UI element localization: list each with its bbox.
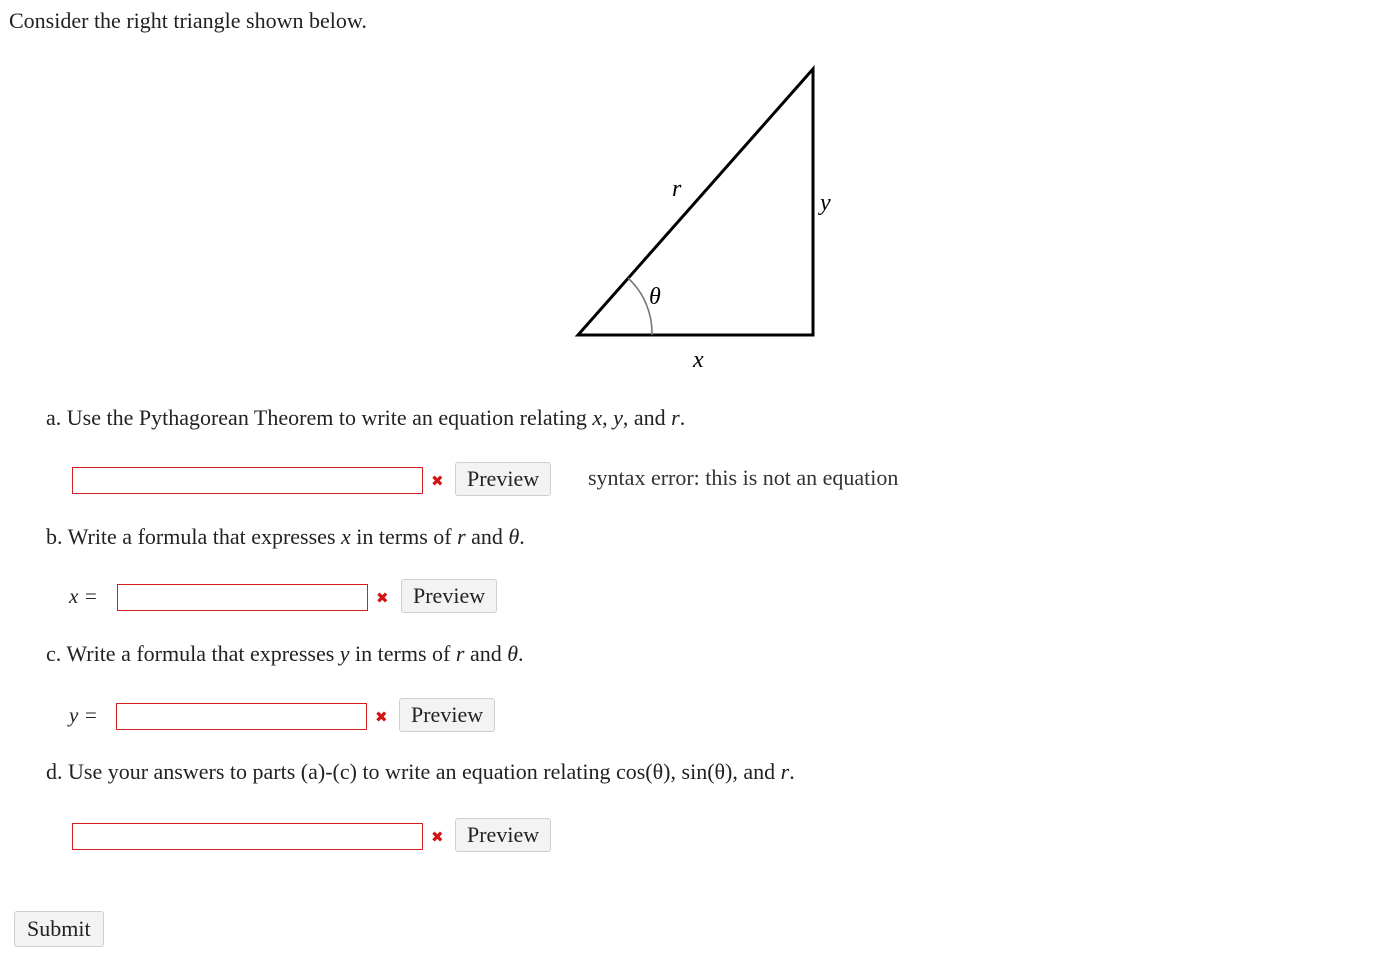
part-d-answer-input[interactable] — [72, 823, 423, 850]
label-y: y — [820, 190, 831, 216]
error-x-icon: ✖ — [431, 828, 444, 846]
error-x-icon: ✖ — [376, 589, 389, 607]
part-c-preview-button[interactable]: Preview — [399, 698, 495, 732]
error-x-icon: ✖ — [431, 472, 444, 490]
label-theta: θ — [649, 284, 661, 310]
part-c-prompt: c. Write a formula that expresses y in terms of r and θ. — [46, 641, 524, 666]
triangle-outline — [578, 69, 813, 335]
submit-button[interactable]: Submit — [14, 911, 104, 947]
intro-text: Consider the right triangle shown below. — [9, 8, 367, 33]
part-d-prompt: d. Use your answers to parts (a)-(c) to write an equation relating cos(θ), sin(θ), and r. — [46, 759, 795, 784]
label-r: r — [672, 176, 682, 202]
part-d-preview-button[interactable]: Preview — [455, 818, 551, 852]
right-triangle-figure — [560, 60, 850, 380]
part-c-answer-label: y = — [69, 703, 98, 727]
part-b-prompt: b. Write a formula that expresses x in terms of r and θ. — [46, 524, 525, 549]
part-c-answer-input[interactable] — [116, 703, 367, 730]
part-b-preview-button[interactable]: Preview — [401, 579, 497, 613]
part-a-prompt: a. Use the Pythagorean Theorem to write an equation relating x, y, and r. — [46, 405, 686, 430]
part-a-preview-button[interactable]: Preview — [455, 462, 551, 496]
part-b-answer-input[interactable] — [117, 584, 368, 611]
error-x-icon: ✖ — [375, 708, 388, 726]
label-x: x — [693, 347, 704, 373]
part-a-answer-input[interactable] — [72, 467, 423, 494]
part-b-answer-label: x = — [69, 584, 98, 608]
part-a-feedback-message: syntax error: this is not an equation — [588, 465, 899, 490]
